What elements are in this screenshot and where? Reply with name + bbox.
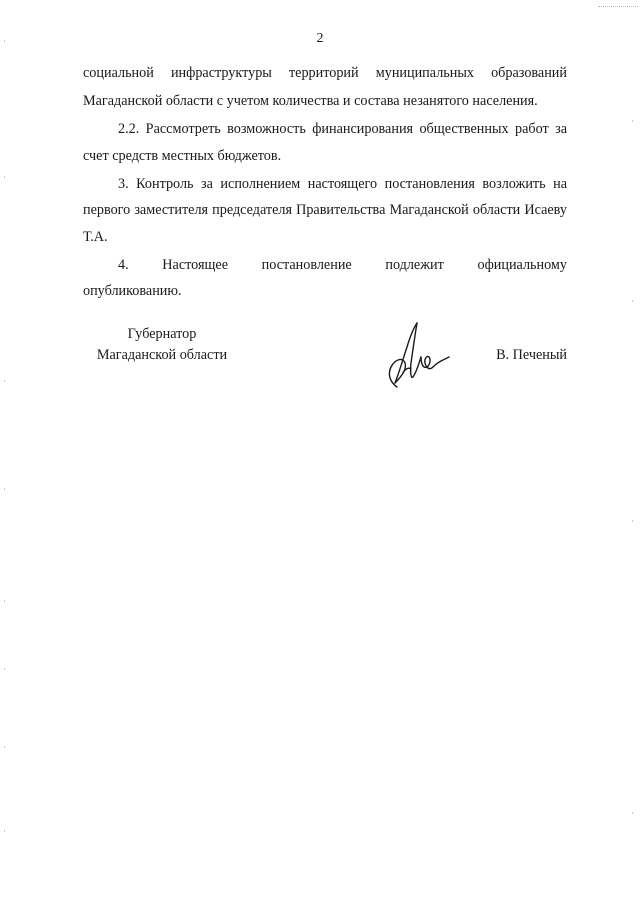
handwritten-signature [373, 317, 453, 395]
paragraph-4-line-1: 4. Настоящее постановление подлежит официальному [118, 256, 567, 273]
document-body [83, 60, 567, 306]
paragraph-4-line-2: опубликованию. [83, 283, 182, 299]
signatory-position-line-1: Губернатор [127, 326, 197, 342]
page-number: 2 [316, 31, 324, 46]
signatory-position-line-2: Магаданской области [96, 347, 228, 363]
left-margin-scan-marks [4, 0, 10, 905]
signatory-name: В. Печеный [496, 347, 567, 363]
paragraph-1-line-2: Магаданской области с учетом количества и состава незанятого населения. [83, 93, 538, 109]
right-margin-scan-marks [632, 0, 638, 905]
paragraph-1-line-1: социальной инфраструктуры территорий муниципальных образований [83, 65, 567, 81]
corner-scan-mark [598, 6, 638, 9]
paragraph-2: 2.2. Рассмотреть возможность финансирования общественных работ за счет средств местных бюджетов. [83, 121, 567, 164]
signatory-position [83, 324, 241, 366]
paragraph-3: 3. Контроль за исполнением настоящего постановления возложить на первого заместителя председателя Правительства Магаданской области Исаеву Т.А. [83, 175, 567, 245]
